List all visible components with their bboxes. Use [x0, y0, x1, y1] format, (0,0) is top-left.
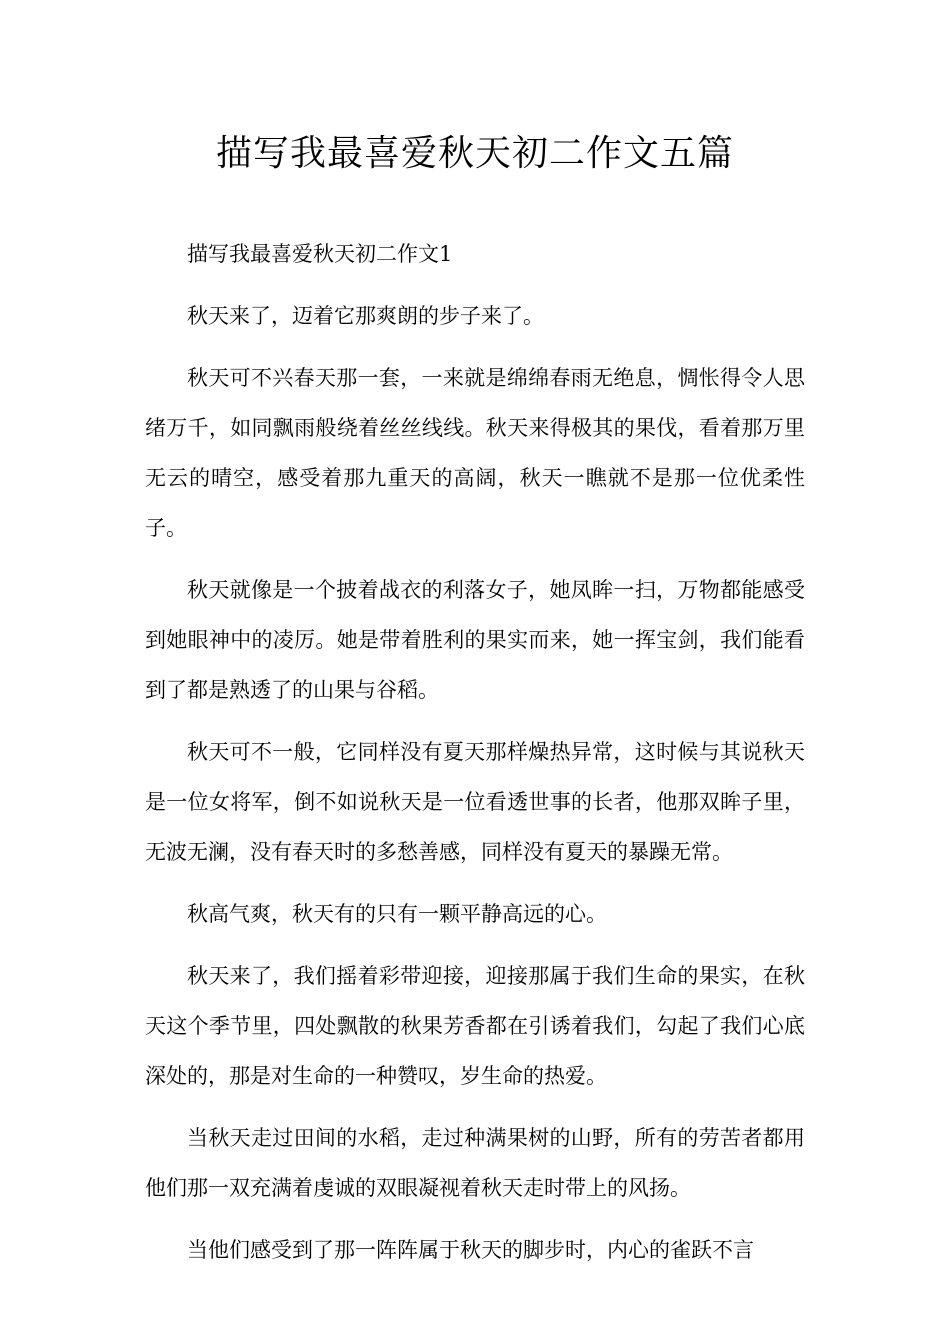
- paragraph: 秋天来了，我们摇着彩带迎接，迎接那属于我们生命的果实，在秋天这个季节里，四处飘散的秋果芳香都在引诱着我们，勾起了我们心底深处的，那是对生命的一种赞叹，岁生命的热爱。: [145, 964, 805, 1088]
- paragraph: 秋天就像是一个披着战衣的利落女子，她凤眸一扫，万物都能感受到她眼神中的凌厉。她是带着胜利的果实而来，她一挥宝剑，我们能看到了都是熟透了的山果与谷稻。: [145, 578, 805, 702]
- paragraph: 秋天来了，迈着它那爽朗的步子来了。: [187, 304, 544, 328]
- document-title: 描写我最喜爱秋天初二作文五篇: [215, 133, 734, 174]
- paragraph: 秋天可不兴春天那一套，一来就是绵绵春雨无绝息，惆怅得令人思绪万千，如同飘雨般绕着丝丝线线。秋天来得极其的果伐，看着那万里无云的晴空，感受着那九重天的高阔，秋天一瞧就不是那一位优柔性子。: [145, 366, 805, 540]
- document-body: [145, 229, 805, 1287]
- paragraph: 当秋天走过田间的水稻，走过种满果树的山野，所有的劳苦者都用他们那一双充满着虔诚的双眼凝视着秋天走时带上的风扬。: [145, 1126, 805, 1200]
- paragraph: 秋高气爽，秋天有的只有一颗平静高远的心。: [187, 902, 607, 926]
- paragraph: 秋天可不一般，它同样没有夏天那样燥热异常，这时候与其说秋天是一位女将军，倒不如说秋天是一位看透世事的长者，他那双眸子里，无波无澜，没有春天时的多愁善感，同样没有夏天的暴躁无常。: [145, 740, 805, 864]
- paragraph: 当他们感受到了那一阵阵属于秋天的脚步时，内心的雀跃不言: [187, 1238, 754, 1262]
- paragraph-subtitle: 描写我最喜爱秋天初二作文1: [187, 242, 453, 266]
